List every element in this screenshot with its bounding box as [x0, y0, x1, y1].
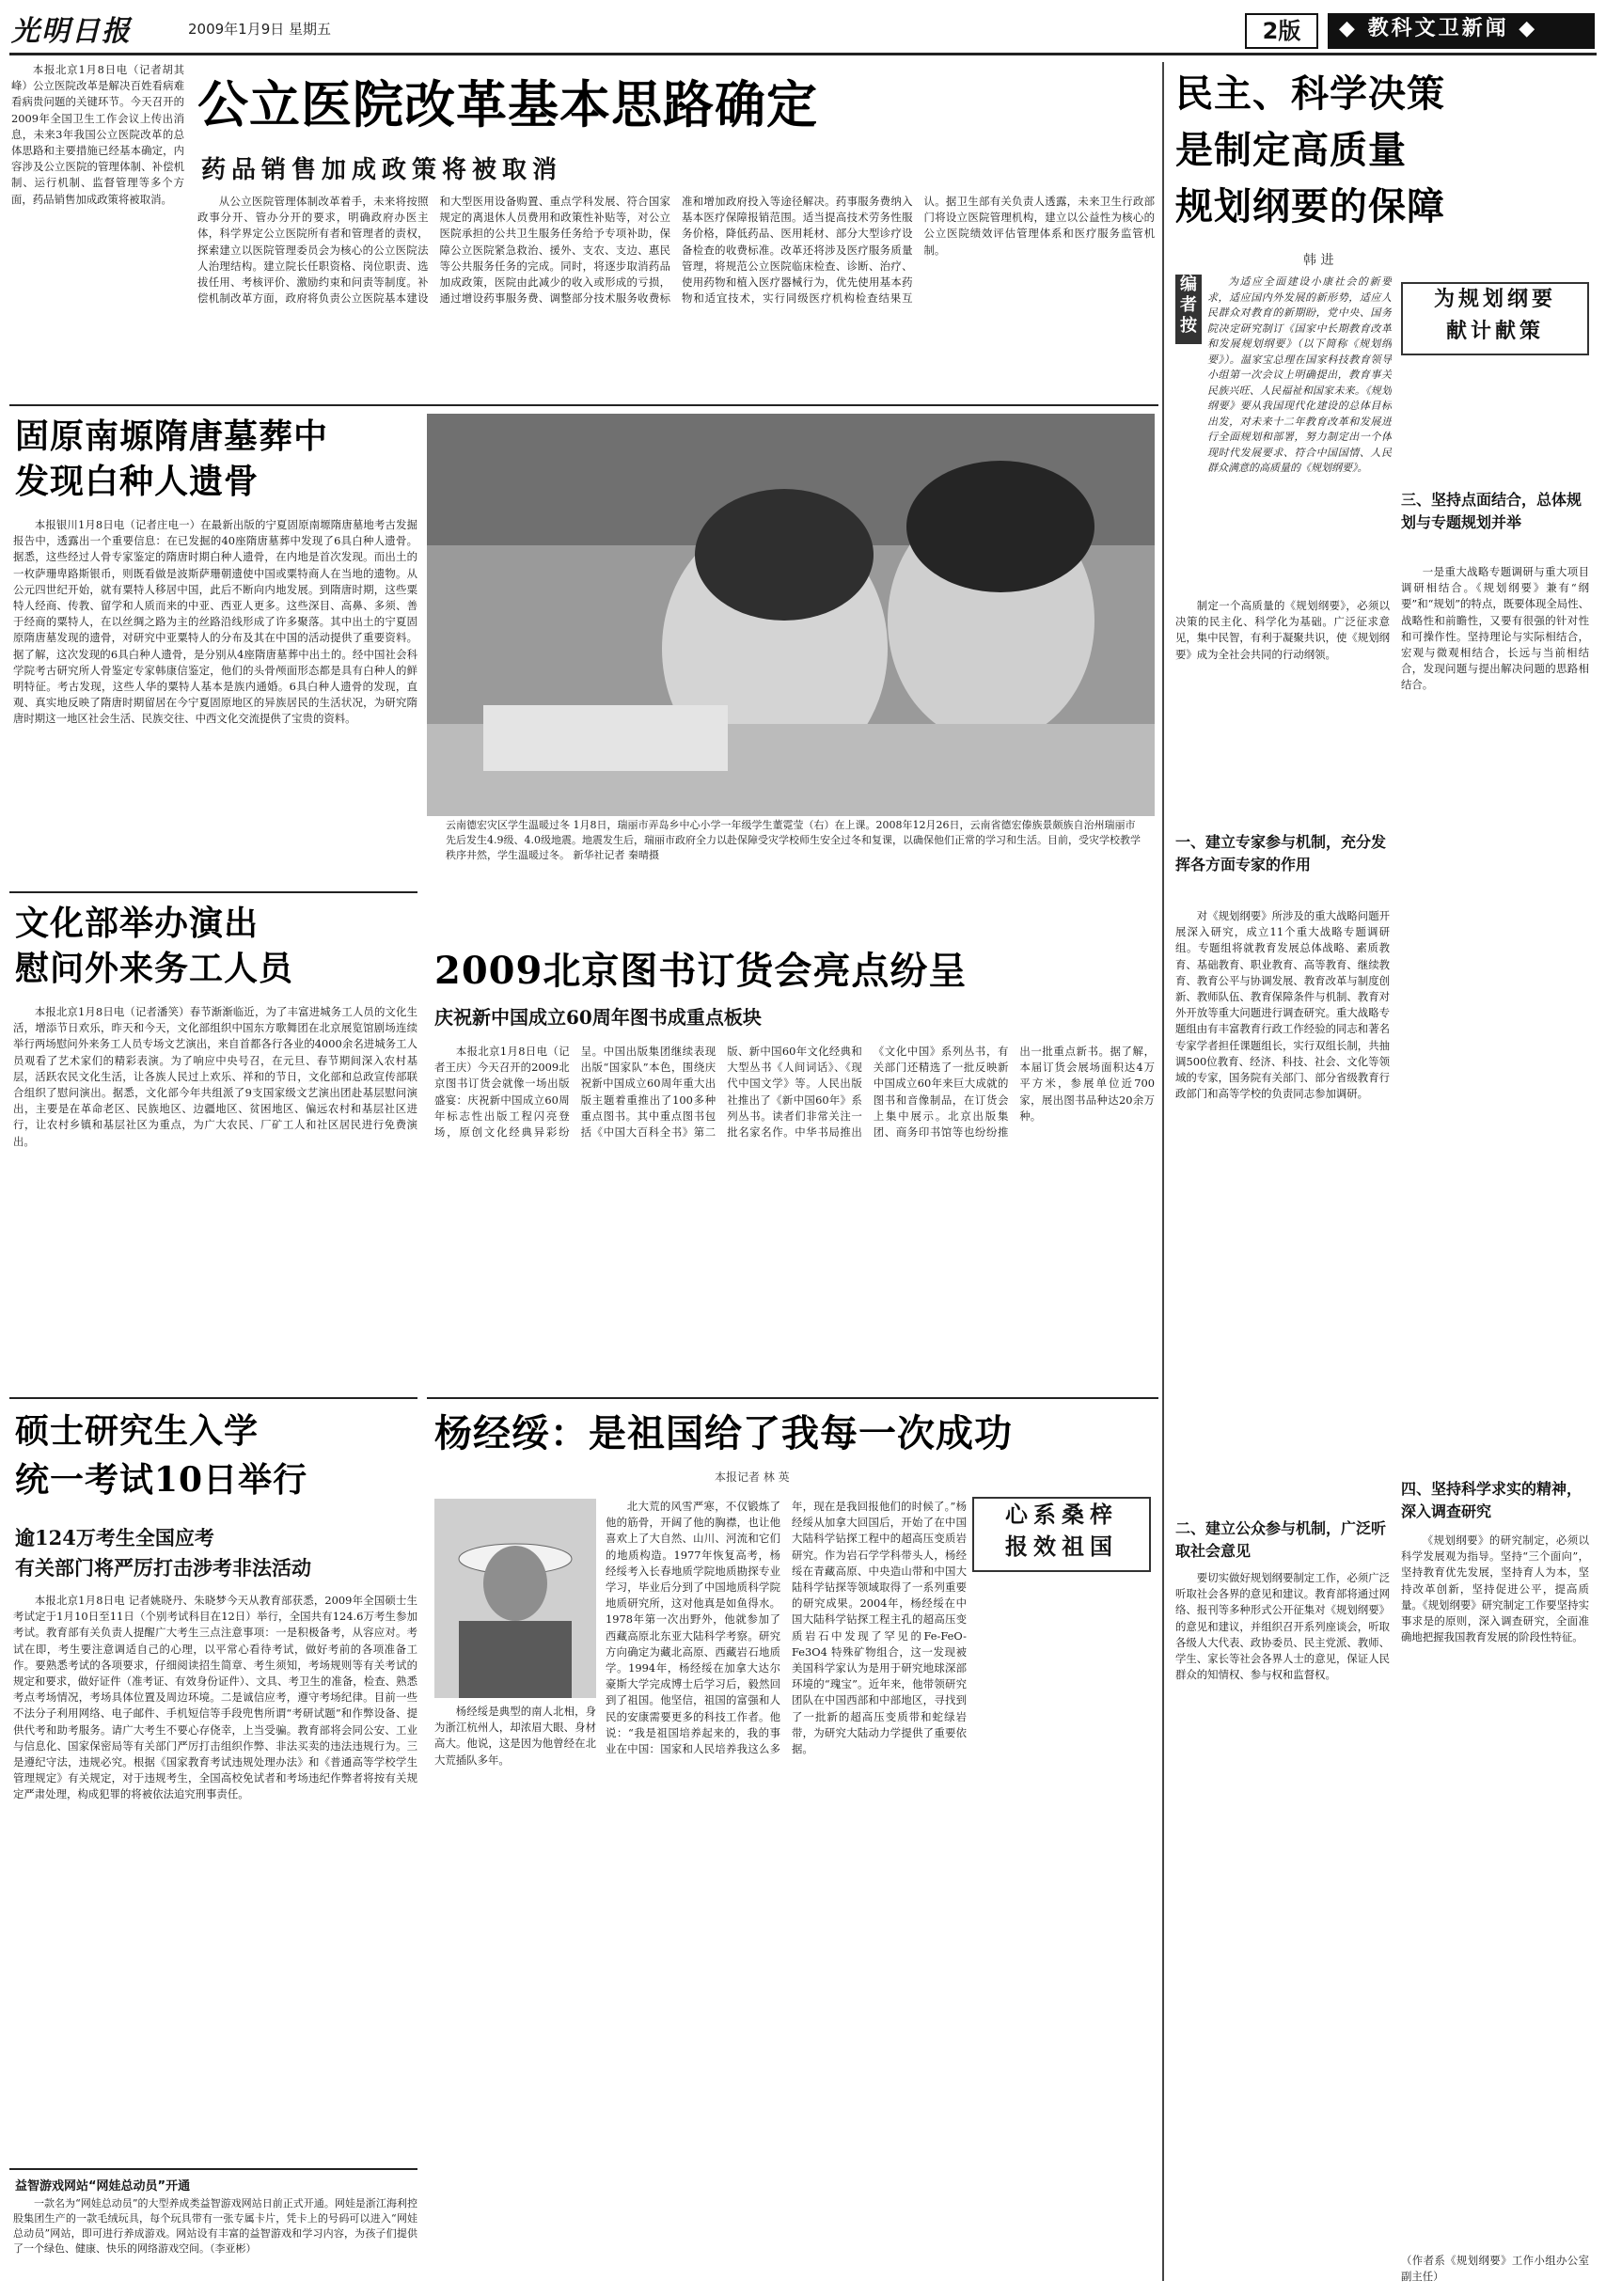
exam-body-text: 本报北京1月8日电 记者姚晓丹、朱晓梦今天从教育部获悉，2009年全国硕士生考试定于1月10日至11日（个别考试科目在12日）举行，全国共有124.6万考生参加考试。教育部有关负责人提醒广大考生三点注意事项：一是积极备考，从容应对。考试在即，考生要注意调适自己的心理，以平常心看待考试，做好考前的各项准备工作。要熟悉考试的各项要求，仔细阅读招生简章、考生须知，考场规则等有关考试的规定和要求，做好证件（准考证、有效身份证件）、文具、考卫生的准备，检查、熟悉考点考场情况，考场具体位置及周边环境。二是诚信应考，遵守考场纪律。目前一些不法分子利用网络、电子邮件、手机短信等手段兜售所谓“考研试题”和作弊设备、提供代考和助考服务。请广大考生不要心存侥幸，上当受骗。教育部将会同公安、工业与信息化、国家保密局等有关部门严厉打击组织作弊、非法买卖的违法违规行为。三是遵纪守法，违规必究。根据《国家教育考试违规处理办法》和《普通高等学校学生管理规定》有关规定，对于违规考生，全国高校免试者和考场违纪作弊者将按有关规定严肃处理，构成犯罪的将被依法追究刑事责任。: [13, 1594, 417, 1801]
tomb-headline: [15, 414, 410, 508]
editorial-intro: [1175, 598, 1390, 824]
yang-body-col3: [972, 1583, 1155, 2275]
editorial-headline-line3: 规划纲要的保障: [1175, 184, 1445, 228]
editorial-box-line2: 献计献策: [1445, 320, 1544, 343]
editor-note: [1207, 275, 1392, 587]
photo-illustration: [427, 414, 1155, 816]
tomb-body: [13, 517, 417, 884]
editor-note-text: 为适应全面建设小康社会的新要求，适应国内外发展的新形势，适应人民群众对教育的新期盼，党中央、国务院决定研究制订《国家中长期教育改革和发展规划纲要》（以下简称《规划纲要》）。温家宝总理在国家科技教育领导小组第一次会议上明确提出，教育事关民族兴旺、人民福祉和国家未来。《规划纲要》要从我国现代化建设的总体目标出发，对未来十二年教育改革和发展进行全面规划和部署，努力制定出一个体现时代发展要求、符合中国国情、人民群众满意的高质量的《规划纲要》。: [1207, 275, 1392, 474]
hospital-lead-text: 本报北京1月8日电（记者胡其峰）公立医院改革是解决百姓看病难看病贵问题的关键环节。今天召开的2009年全国卫生工作会议上传出消息，未来3年我国公立医院改革的总体思路和主要措施已经基本确定，内容涉及公立医院的管理体制、补偿机制、运行机制、监督管理等多个方面，药品销售加成政策将被取消。: [11, 63, 184, 206]
photo-caption: [446, 818, 1142, 884]
editorial-section2-text: 要切实做好规划纲要制定工作，必须广泛听取社会各界的意见和建议。教育部将通过网络、报刊等多种形式公开征集对《规划纲要》的意见和建议，并组织召开系列座谈会，听取各级人大代表、政协委员、民主党派、教师、学生、家长等社会各界人士的意见，保证人民群众的知情权、参与权和监督权。: [1175, 1571, 1390, 1682]
migrant-headline-line1: 文化部举办演出: [15, 904, 260, 943]
section-title: ◆ 教科文卫新闻 ◆: [1328, 13, 1595, 49]
book-fair-subheadline: 庆祝新中国成立60周年图书成重点板块: [434, 1006, 762, 1029]
book-fair-headline: 2009北京图书订货会亮点纷呈: [434, 949, 968, 993]
editorial-section1-body: [1175, 908, 1390, 1510]
hospital-lead: [11, 62, 184, 288]
editor-note-badge: [1175, 275, 1202, 344]
rule-migrant-bottom: [9, 1397, 417, 1399]
photo-caption-text: 云南德宏灾区学生温暖过冬 1月8日，瑞丽市弄岛乡中心小学一年级学生董霓莹（右）在上课。2008年12月26日，云南省德宏傣族景颇族自治州瑞丽市先后发生4.9级、4.0级地震。地震发生后，瑞丽市政府全力以赴保障受灾学校师生安全过冬和复课，以确保他们正常的学习和生活。目前，受灾学校教学秩序井然，学生温暖过冬。 新华社记者 秦晴摄: [446, 819, 1141, 861]
rule-tomb-bottom: [9, 891, 417, 893]
hospital-headline: 公立医院改革基本思路确定: [197, 74, 818, 134]
yang-byline: 本报记者 林 英: [715, 1470, 790, 1484]
migrant-body-text: 本报北京1月8日电（记者潘笑）春节渐渐临近，为了丰富进城务工人员的文化生活，增添节日欢乐，昨天和今天，文化部组织中国东方歌舞团在北京展览馆剧场连续举行两场慰问外来务工人员专场文艺演出，来自首都各行各业的4000余名进城务工人员观看了艺术家们的精彩表演。为了响应中央号召，在元旦、春节期间深入农村基层，活跃农民文化生活，让各族人民过上欢乐、祥和的节日，文化部和总政宣传部联合组织了慰问演出。据悉，文化部今年共组派了9支国家级文艺演出团赴基层慰问演出，主要是在革命老区、民族地区、边疆地区、贫困地区、偏远农村和基层社区进行，让农村乡镇和基层社区为重点，为广大农民、厂矿工人和社区居民进行免费演出。: [13, 1005, 417, 1148]
tomb-headline-line2: 发现白种人遗骨: [15, 462, 260, 501]
tomb-body-text: 本报银川1月8日电（记者庄电一）在最新出版的宁夏固原南塬隋唐墓地考古发掘报告中，透露出一个重要信息：在已发掘的40座隋唐墓葬中发现了6具白种人遗骨。据悉，这些经过人骨专家鉴定的隋唐时期白种人遗骨，在内地是首次发现。而出土的一枚萨珊卑路斯银币，则既看做是波斯萨珊朝遗使中国或粟特商人在当地的遗物。从公元四世纪开始，就有粟特人移居中国，此后不断向内地发展。到隋唐时期，这些粟特人经商、传教、留学和人质而来的中亚、西亚人更多。这些深目、高鼻、多须、善于经商的粟特人，在以丝绸之路为主的丝路沿线形成了许多聚落。其中出土的宁夏固原隋唐墓发现的遗骨，对研究中亚粟特人的分布及其在中国的活动提供了重要资料。据了解，这次发现的6具白种人遗骨，是分别从4座隋唐墓葬中出土的。经中国社会科学院考古研究所人骨鉴定专家韩康信鉴定，他们的头骨颅面形态都是具有白种人的鲜明特征。考古发现，这些人华的粟特人基本是族内通婚。6具白种人遗骨的发现，直观、真实地反映了隋唐时期留居在今宁夏固原地区的异族居民的生活状况，为研究隋唐时期这一地区社会生活、民族交往、中西文化交流提供了宝贵的资料。: [13, 518, 417, 726]
editorial-headline: [1175, 66, 1589, 244]
book-fair-body: [434, 1044, 1155, 1392]
brief-text: 一款名为“网娃总动员”的大型养成类益智游戏网站日前正式开通。网娃是浙江海利控股集团生产的一款毛绒玩具，每个玩具带有一张专属卡片，凭卡上的号码可以进入“网娃总动员”网站，即可进行养成游戏。网站设有丰富的益智游戏和学习内容，为孩子们提供了一个绿色、健康、快乐的网络游戏空间。: [13, 2197, 417, 2255]
yang-body-text: 北大荒的风雪严寒，不仅锻炼了他的筋骨，开阔了他的胸襟，也让他喜欢上了大自然、山川、河流和它们的地质构造。1977年恢复高考，杨经绥考入长春地质学院地质勘探专业学习，毕业后分到了中国地质科学院地质研究所，这对他真是如鱼得水。1978年第一次出野外，他就参加了西藏高原北东亚大陆科学考察。研究方向确定为藏北高原、西藏岩石地质学。1994年，杨经绥在加拿大达尔豪斯大学完成博士后学习后，毅然回到了祖国。他坚信，祖国的富强和人民的安康需要更多的科技工作者。他说：“我是祖国培养起来的，我的事业在中国：国家和人民培养我这么多年，现在是我回报他们的时候了。”杨经绥从加拿大回国后，开始了在中国大陆科学钻探工程中的超高压变质岩研究。作为岩石学学科带头人，杨经绥在青藏高原、中央造山带和中国大陆科学钻探等领域取得了一系列重要的研究成果。2004年，杨经绥在中国大陆科学钻探工程主孔的超高压变质岩石中发现了罕见的Fe-FeO-Fe3O4 特殊矿物组合，这一发现被美国科学家认为是用于研究地球深部环境的“瑰宝”。近年来，他带领研究团队在中国西部和中部地区，寻找到了一批新的超高压变质带和蛇绿岩带，为研究大陆动力学提供了重要依据。: [606, 1500, 967, 1756]
editorial-intro-text: 制定一个高质量的《规划纲要》，必须以决策的民主化、科学化为基础。广泛征求意见，集中民智，有利于凝聚共识，使《规划纲要》成为全社会共同的行动纲领。: [1175, 599, 1390, 661]
hospital-subheadline: 药品销售加成政策将被取消: [201, 156, 563, 184]
rule-hospital-bottom: [9, 404, 1158, 406]
editorial-author: 韩 进: [1303, 253, 1334, 268]
editorial-section3-text: 一是重大战略专题调研与重大项目调研相结合。《规划纲要》兼有“纲要”和“规划”的特点，既要体现全局性、战略性和前瞻性，又要有很强的针对性和可操作性。坚持理论与实际相结合，宏观与微观相结合，长远与当前相结合，发现问题与提出解决问题的思路相结合。: [1401, 565, 1589, 692]
brief-body-text: [13, 2196, 417, 2257]
brief-reporter: （李亚彬）: [210, 2242, 257, 2255]
page-number: 2版: [1245, 13, 1318, 49]
newspaper-logo: 光明日报: [11, 15, 132, 45]
editorial-author-note: （作者系《规划纲要》工作小组办公室副主任）: [1401, 2254, 1589, 2284]
yang-headline: 杨经绥：是祖国给了我每一次成功: [434, 1411, 1013, 1455]
feature-tag-line2: 报效祖国: [1005, 1533, 1118, 1560]
exam-headline-line1: 硕士研究生入学: [15, 1411, 260, 1451]
editorial-section1-head: 一、建立专家参与机制，充分发挥各方面专家的作用: [1175, 833, 1387, 873]
migrant-headline: [15, 901, 410, 995]
editorial-section4-text: 《规划纲要》的研究制定，必须以科学发展观为指导。坚持“三个面向”，坚持教育优先发展，坚持育人为本，坚持改革创新，坚持促进公平，提高质量。《规划纲要》研究制定工作要坚持实事求是的原则，深入调查研究，全面准确地把握我国教育发展的阶段性特征。: [1401, 1533, 1589, 1644]
editorial-section4-head: 四、坚持科学求实的精神，深入调查研究: [1401, 1480, 1582, 1520]
book-fair-body-text: 本报北京1月8日电（记者王庆）今天召开的2009北京图书订货会就像一场出版盛宴：庆祝新中国成立60周年标志性出版工程闪亮登场，原创文化经典异彩纷呈。中国出版集团继续表现出版“国家队”本色，围绕庆祝新中国成立60周年重大出版主题着重推出了100多种重点图书。其中重点图书包括《中国大百科全书》第二版、新中国60年文化经典和大型丛书《人间词话》、《现代中国文学》等。人民出版社推出了《新中国60年》系列丛书。读者们非常关注一批名家名作。中华书局推出《文化中国》系列丛书，有关部门还精选了一批反映新中国成立60年来巨大成就的图书和音像制品，在订货会上集中展示。北京出版集团、商务印书馆等也纷纷推出一批重点新书。据了解，本届订货会展场面积达4万平方米，参展单位近700家，展出图书品种达20余万种。: [434, 1045, 1155, 1140]
feature-tag-line1: 心系桑梓: [1005, 1502, 1118, 1528]
portrait-photo-yang: [434, 1499, 596, 1698]
editorial-section3-head: 三、坚持点面结合，总体规划与专题规划并举: [1401, 491, 1582, 531]
editorial-section2-head: 二、建立公众参与机制，广泛听取社会意见: [1175, 1519, 1387, 1560]
migrant-headline-line2: 慰问外来务工人员: [15, 949, 294, 988]
migrant-body: [13, 1004, 417, 1390]
section-title-label: 教科文卫新闻: [1367, 17, 1509, 40]
issue-date: 2009年1月9日 星期五: [188, 21, 332, 38]
portrait-illustration: [434, 1499, 596, 1698]
editorial-section3-body: [1401, 564, 1589, 1392]
column-divider: [1162, 62, 1164, 2281]
hospital-body-text: 从公立医院管理体制改革着手，未来将按照政事分开、管办分开的要求，明确政府办医主体，科学界定公立医院所有者和管理者的责权，探索建立以医院管理委员会为核心的公立医院法人治理结构。建立院长任职资格、岗位职责、选拔任用、考核评价、激励约束和问责等制度。补偿机制改革方面，政府将负责公立医院基本建设和大型医用设备购置、重点学科发展、符合国家规定的离退休人员费用和政策性补贴等，对公立医院承担的公共卫生服务任务给予专项补助，保障公立医院紧急救治、援外、支农、支边、惠民等公共服务任务的完成。同时，将逐步取消药品加成政策，医院由此减少的收入或形成的亏损，通过增设药事服务费、调整部分技术服务收费标准和增加政府投入等途径解决。药事服务费纳入基本医疗保障报销范围。适当提高技术劳务性服务价格，降低药品、医用耗材、部分大型诊疗设备检查的收费标准。改革还将涉及医疗服务质量管理，将规范公立医院临床检查、诊断、治疗、使用药物和植入医疗器械行为，优先使用基本药物和适宜技术，实行同级医疗机构检查结果互认。据卫生部有关负责人透露，未来卫生行政部门将设立医院管理机构，建立以公益性为核心的公立医院绩效评估管理体系和医疗服务监管机制。: [197, 195, 1155, 306]
yang-body-right: [434, 1786, 596, 2275]
rule-bookfair-bottom: [427, 1397, 1158, 1399]
exam-headline: [15, 1407, 410, 1510]
yang-photo-caption: [434, 1704, 596, 1779]
brief-headline: 益智游戏网站“网娃总动员”开通: [15, 2179, 191, 2194]
editorial-section1-text: 对《规划纲要》所涉及的重大战略问题开展深入研究，成立11个重大战略专题调研组。专题组将就教育发展总体战略、素质教育、基础教育、职业教育、高等教育、继续教育、教育公平与协调发展、教育改革与制度创新、教师队伍、教育保障条件与机制、教育对外开放等重大问题进行调查研究。重大战略专题组由有丰富教育行政工作经验的同志和著名专家学者担任课题组长，实行双组长制，共抽调500位教育、经济、科技、社会、文化等领域的专家，国务院有关部门、部分省级教育行政部门和高等学校的负责同志参加调研。: [1175, 909, 1390, 1101]
exam-subheadline-1: 逾124万考生全国应考: [15, 1526, 214, 1549]
feature-tag-box: [972, 1497, 1151, 1572]
hospital-column-right: [997, 62, 1155, 194]
exam-headline-line2: 统一考试10日举行: [15, 1460, 308, 1500]
exam-subheadline-2: 有关部门将严厉打击涉考非法活动: [15, 1556, 311, 1580]
editorial-box-line1: 为规划纲要: [1433, 288, 1556, 311]
hospital-body: [197, 194, 1155, 412]
yang-body: [606, 1499, 967, 2275]
editorial-section4-body: [1401, 1533, 1589, 2247]
news-photo-students: [427, 414, 1155, 816]
editorial-section2-body: [1175, 1570, 1390, 2275]
brief-body: [13, 2196, 417, 2277]
masthead-rule: [9, 53, 1597, 55]
rule-exam-bottom: [9, 2168, 417, 2170]
yang-photo-caption-text: 杨经绥是典型的南人北相，身为浙江杭州人，却浓眉大眼、身材高大。他说，这是因为他曾经在北大荒插队多年。: [434, 1705, 596, 1767]
exam-body: [13, 1593, 417, 2162]
editorial-headline-line2: 是制定高质量: [1175, 128, 1407, 172]
editorial-box: [1401, 282, 1589, 355]
editorial-headline-line1: 民主、科学决策: [1175, 71, 1445, 116]
editor-note-badge-text: 编者按: [1180, 275, 1197, 336]
tomb-headline-line1: 固原南塬隋唐墓葬中: [15, 417, 329, 456]
